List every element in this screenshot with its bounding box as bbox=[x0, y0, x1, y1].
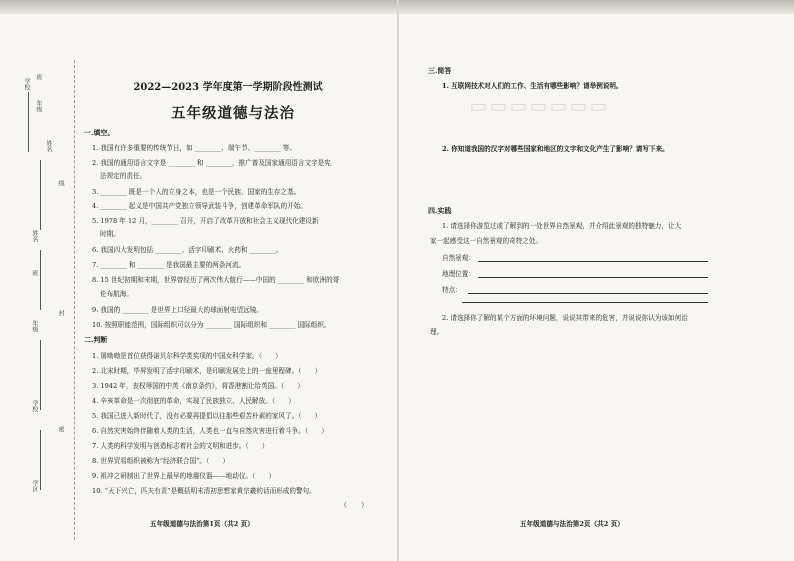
short-answer-q1: 1. 互联网技术对人们的工作、生活有哪些影响？请举例说明。 bbox=[442, 82, 623, 90]
exam-subject-title: 五年级道德与法治 bbox=[171, 106, 295, 122]
section-short-answer-heading: 三.简答 bbox=[428, 66, 452, 75]
fill-line: 8. 15 世纪初期和末期，世界曾经历了两次伟大航行——中国的 ________ 和欧洲的哥 bbox=[92, 276, 340, 284]
fill-line: 5. 1978 年 12 月，________ 召开，开启了改革开放和社会主义现代化建设新 bbox=[92, 217, 319, 225]
binding-grade-label: 年级 bbox=[35, 100, 42, 112]
short-answer-q2: 2. 你知道我国的汉字对哪些国家和地区的文字和文化产生了影响？请写下来。 bbox=[442, 145, 669, 153]
answer-line bbox=[468, 293, 708, 294]
section-judge-heading: 二.判断 bbox=[84, 335, 108, 344]
left-page-footer: 五年级道德与法治第1页（共2 页） bbox=[150, 520, 254, 528]
fill-line: 7. ________ 和 ________ 是我国最主要的两条河流。 bbox=[92, 261, 246, 269]
judge-line: 1. 屠呦呦是首位获得诺贝尔科学类奖项的中国女科学家。（ ） bbox=[92, 352, 282, 360]
binding-underline bbox=[28, 92, 29, 152]
field-natural-landscape: 自然景观： bbox=[442, 254, 475, 262]
binding-grade-label-2: 年级 bbox=[31, 320, 38, 332]
judge-line: 9. 祖冲之研制出了世界上最早的地震仪器——地动仪。（ ） bbox=[92, 472, 276, 480]
binding-sealing-label: 密 bbox=[57, 426, 64, 432]
binding-class-label-2: 班 bbox=[31, 270, 38, 276]
bleed-through-text: ▭▭▭▭▭▭▭ bbox=[470, 96, 611, 117]
binding-school-label: 学校 bbox=[23, 78, 30, 90]
fill-line: 10. 按照职能范围，国际组织可以分为 ________ 国际组织和 ________ 国际组织。 bbox=[92, 321, 331, 329]
fill-line: 伦布航海。 bbox=[100, 290, 133, 298]
page-fold bbox=[397, 0, 399, 561]
practice-q1-line1: 1. 请选择你游览过或了解到的一处世界自然景观，并介绍此景观的独特魅力，让大 bbox=[442, 222, 682, 230]
fill-line: 1. 我国有许多重要的传统节日，如 ________、端午节、________ 等。 bbox=[92, 144, 296, 152]
judge-line: 4. 辛亥革命是一次彻底的革命，实现了民族独立、人民解放。（ ） bbox=[92, 397, 295, 405]
judge-line: 6. 自然灾害始终伴随着人类的生活，人类也一直与自然灾害进行着斗争。（ ） bbox=[92, 427, 328, 435]
binding-name-label-2: 姓名 bbox=[31, 230, 38, 242]
answer-line bbox=[478, 277, 708, 278]
binding-dashed-line bbox=[74, 60, 75, 540]
answer-line bbox=[478, 261, 708, 262]
judge-line: 7. 人类的科学发明与创造标志着社会的文明和进步。（ ） bbox=[92, 442, 269, 450]
section-practice-heading: 四.实践 bbox=[428, 206, 452, 215]
exam-year-title: 2022—2023 学年度第一学期阶段性测试 bbox=[133, 82, 323, 93]
fill-line: 6. 我国四大发明包括 ________、活字印刷术、火药和 ________。 bbox=[92, 246, 283, 254]
binding-district-label: 学区 bbox=[31, 480, 38, 492]
judge-line: 8. 世界贸易组织被称为“经济联合国”。（ ） bbox=[92, 457, 230, 465]
answer-line bbox=[462, 302, 708, 303]
field-location: 地理位置： bbox=[442, 270, 475, 278]
judge-line: 10. “天下兴亡，匹夫有责”是概括明末清初思想家黄宗羲的话而形成的警句。 bbox=[92, 487, 316, 495]
binding-underline bbox=[40, 160, 41, 230]
practice-q2-line1: 2. 请选择你了解的某个方面的环境问题，说说其带来的危害，并说说你认为该如何治 bbox=[442, 314, 688, 322]
binding-class-label: 班 bbox=[35, 74, 42, 80]
binding-line-label: 线 bbox=[57, 180, 64, 186]
practice-q2-line2: 理。 bbox=[430, 328, 444, 336]
binding-underline bbox=[40, 340, 41, 410]
answer-paren: （ ） bbox=[340, 501, 368, 509]
fill-line: 时期。 bbox=[100, 230, 120, 238]
judge-line: 5. 我国已进入新时代了，没有必要再提倡以往那些艰苦朴素的家风了。（ ） bbox=[92, 412, 322, 420]
fill-line: 2. 我国的通用语言文字是 ________ 和 ________，推广普及国家通用语言文字是宪 bbox=[92, 159, 331, 167]
practice-q1-line2: 家一起感受这一自然景观的奇特之处。 bbox=[430, 237, 543, 245]
right-page-footer: 五年级道德与法治第2页（共2 页） bbox=[520, 520, 624, 528]
judge-line: 2. 北宋时期，毕昇发明了活字印刷术，是印刷发展史上的一座里程碑。（ ） bbox=[92, 367, 322, 375]
binding-seal-label: 封 bbox=[57, 310, 64, 316]
binding-underline bbox=[40, 430, 41, 490]
fill-line: 法规定的责任。 bbox=[100, 172, 147, 180]
fill-line: 9. 我国的 ________ 是世界上口径最大的球面射电望远镜。 bbox=[92, 306, 263, 314]
field-features: 特点： bbox=[442, 286, 462, 294]
binding-school-label-2: 学校 bbox=[31, 400, 38, 412]
fill-line: 3. ________ 既是一个人的立身之本，也是一个民族、国家的生存之基。 bbox=[92, 188, 301, 196]
fill-line: 4. ________ 起义是中国共产党独立领导武装斗争，创建革命军队的开始。 bbox=[92, 202, 307, 210]
section-fill-heading: 一.填空。 bbox=[84, 128, 115, 137]
binding-underline bbox=[40, 250, 41, 310]
binding-name-label: 姓名 bbox=[45, 140, 52, 152]
judge-line: 3. 1942 年，丧权辱国的中英《南京条约》，将香港割让给英国。（ ） bbox=[92, 382, 304, 390]
